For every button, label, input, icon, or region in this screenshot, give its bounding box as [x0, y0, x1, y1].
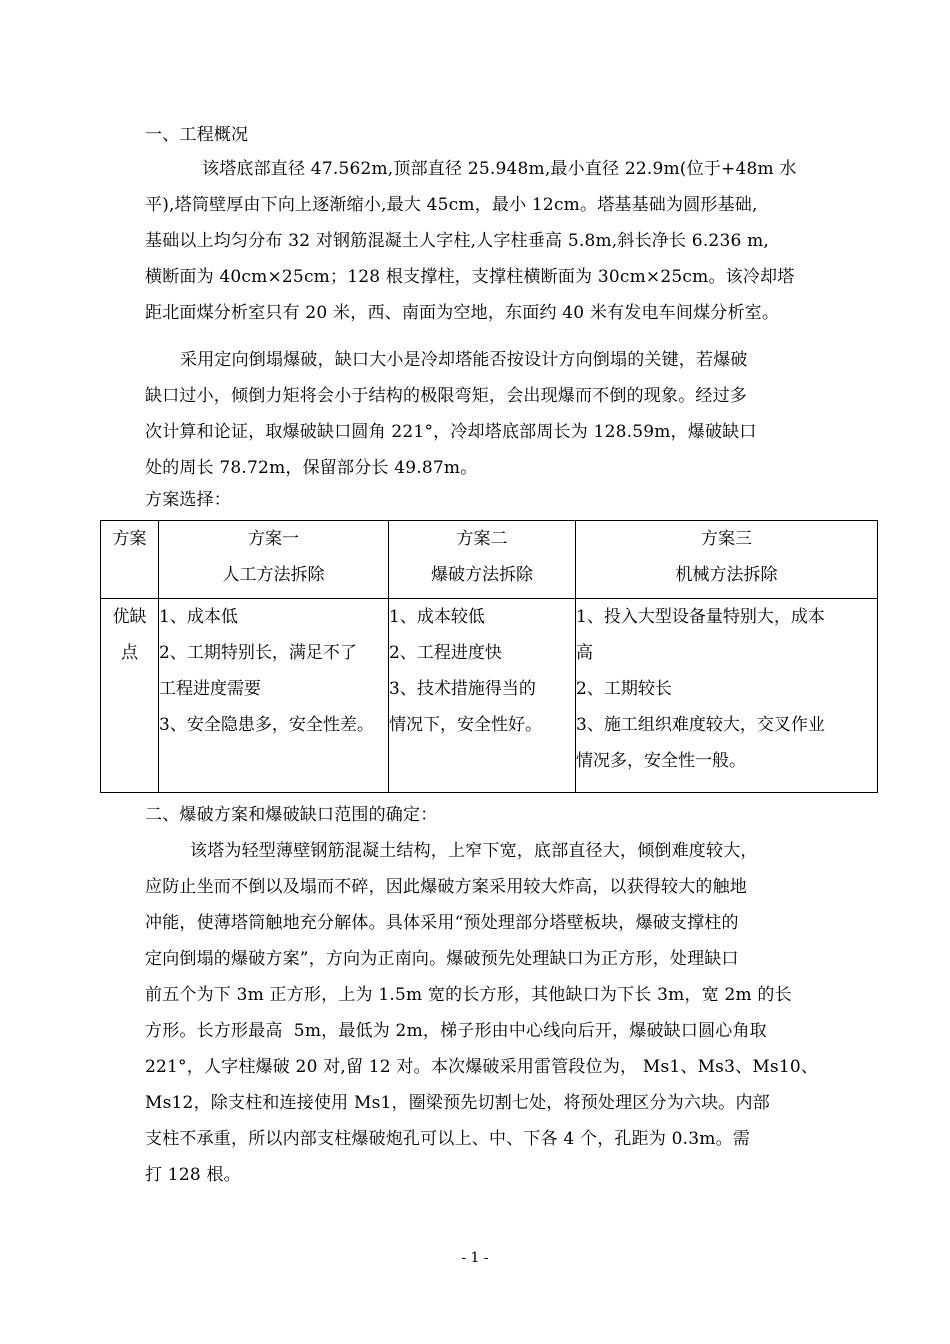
- plan-point: 3、技术措施得当的: [389, 679, 536, 700]
- table-header-row: [101, 521, 878, 599]
- page-number: - 1 -: [461, 1250, 489, 1266]
- scheme-label: 方案选择：: [145, 490, 231, 510]
- section1-heading: 一、工程概况: [145, 125, 249, 145]
- plan-point: 1、成本较低: [389, 607, 485, 628]
- table-cell: [576, 599, 878, 793]
- para1-line: 平),塔筒壁厚由下向上逐渐缩小,最大 45cm，最小 12cm。塔基基础为圆形基础,: [145, 195, 758, 215]
- table-cell: [159, 521, 389, 599]
- row-header: 优缺: [112, 607, 147, 628]
- plan-point: 1、投入大型设备量特别大，成本: [576, 607, 825, 628]
- plan-method: 人工方法拆除: [222, 565, 325, 585]
- para3-line: Ms12，除支柱和连接使用 Ms1，圈梁预先切割七处，将预处理区分为六块。内部: [145, 1093, 770, 1113]
- para3-line: 前五个为下 3m 正方形，上为 1.5m 宽的长方形，其他缺口为下长 3m，宽 2m 的长: [145, 985, 792, 1005]
- table-cell: [389, 599, 576, 793]
- para2-line: 处的周长 78.72m，保留部分长 49.87m。: [145, 458, 478, 478]
- plan-point: 2、工期特别长，满足不了: [159, 643, 357, 664]
- para1-line: 横断面为 40cm×25cm；128 根支撑柱，支撑柱横断面为 30cm×25cm。该冷却塔: [145, 267, 795, 287]
- table-cell: [101, 599, 159, 793]
- plan-point: 高: [576, 643, 593, 664]
- para3-line: 221°，人字柱爆破 20 对,留 12 对。本次爆破采用雷管段位为， Ms1、Ms3、Ms10、: [145, 1057, 819, 1077]
- plan-point: 3、安全隐患多，安全性差。: [159, 715, 374, 736]
- section2-heading: 二、爆破方案和爆破缺口范围的确定：: [145, 805, 438, 825]
- plan-title: 方案二: [456, 529, 508, 549]
- para1-line: 该塔底部直径 47.562m,顶部直径 25.948m,最小直径 22.9m(位于+48m 水: [202, 159, 797, 179]
- para1-line: 基础以上均匀分布 32 对钢筋混凝土人字柱,人字柱垂高 5.8m,斜长净长 6.236 m,: [145, 231, 770, 251]
- plan-point: 3、施工组织难度较大，交叉作业: [576, 715, 825, 736]
- plan-method: 机械方法拆除: [675, 565, 778, 585]
- col-header: 方案: [112, 529, 147, 549]
- para2-line: 缺口过小，倾倒力矩将会小于结构的极限弯矩，会出现爆而不倒的现象。经过多: [145, 386, 747, 406]
- para2-line: 采用定向倒塌爆破，缺口大小是冷却塔能否按设计方向倒塌的关键，若爆破: [180, 350, 748, 370]
- table-cell: [101, 521, 159, 599]
- para3-line: 冲能，使薄塔筒触地充分解体。具体采用“预处理部分塔壁板块，爆破支撑柱的: [145, 913, 739, 933]
- para3-line: 定向倒塌的爆破方案”，方向为正南向。爆破预先处理缺口为正方形，处理缺口: [145, 949, 739, 969]
- scheme-comparison-table: [100, 520, 878, 793]
- table-row: [101, 599, 878, 793]
- plan-title: 方案一: [248, 529, 299, 549]
- plan-point: 情况下，安全性好。: [389, 715, 542, 736]
- plan-point: 2、工期较长: [576, 679, 672, 700]
- plan-title: 方案三: [701, 529, 752, 549]
- table-cell: [576, 521, 878, 599]
- plan-point: 工程进度需要: [159, 679, 261, 700]
- para3-line: 该塔为轻型薄壁钢筋混凝土结构，上窄下宽，底部直径大，倾倒难度较大，: [190, 841, 758, 861]
- para1-line: 距北面煤分析室只有 20 米，西、南面为空地，东面约 40 米有发电车间煤分析室。: [145, 303, 780, 323]
- para3-line: 方形。长方形最高 5m，最低为 2m，梯子形由中心线向后开，爆破缺口圆心角取: [145, 1021, 767, 1041]
- plan-point: 2、工程进度快: [389, 643, 502, 664]
- para3-line: 支柱不承重，所以内部支柱爆破炮孔可以上、中、下各 4 个，孔距为 0.3m。需: [145, 1129, 750, 1149]
- table-cell: [159, 599, 389, 793]
- para3-line: 打 128 根。: [145, 1165, 241, 1185]
- plan-point: 1、成本低: [159, 607, 238, 628]
- row-header: 点: [121, 643, 138, 664]
- plan-point: 情况多，安全性一般。: [576, 751, 746, 772]
- table-cell: [389, 521, 576, 599]
- para3-line: 应防止坐而不倒以及塌而不碎，因此爆破方案采用较大炸高，以获得较大的触地: [145, 877, 747, 897]
- para2-line: 次计算和论证，取爆破缺口圆角 221°，冷却塔底部周长为 128.59m，爆破缺口: [145, 422, 757, 442]
- plan-method: 爆破方法拆除: [431, 565, 533, 585]
